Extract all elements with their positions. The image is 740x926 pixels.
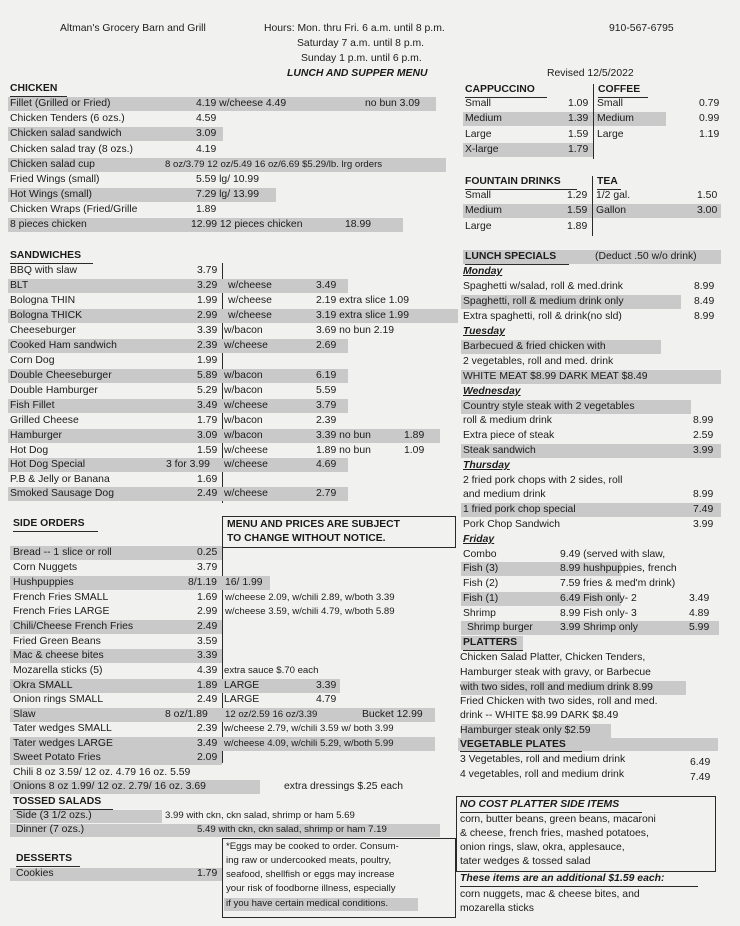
- price: 3.99: [693, 445, 714, 456]
- menu-item: Tater wedges LARGE: [13, 738, 113, 749]
- price: 1.69: [197, 474, 218, 485]
- price: 3.59: [197, 636, 218, 647]
- day-friday: Friday: [463, 534, 495, 545]
- warning-line: ing raw or undercooked meats, poultry,: [226, 855, 392, 866]
- vegetable-plates-heading: VEGETABLE PLATES: [460, 739, 566, 750]
- price: 2.69: [316, 340, 337, 351]
- menu-item: BBQ with slaw: [10, 265, 77, 276]
- menu-item: Medium: [465, 205, 502, 216]
- day-wednesday: Wednesday: [463, 386, 521, 397]
- menu-item: Fish (3): [463, 563, 499, 574]
- price: 8 oz/1.89: [165, 709, 208, 720]
- menu-item: Dinner (7 ozs.): [16, 824, 85, 835]
- phone-number: 910-567-6795: [609, 23, 674, 34]
- additional-line: mozarella sticks: [460, 903, 534, 914]
- menu-item: Chicken Wraps (Fried/Grille: [10, 204, 138, 215]
- platter-line: drink -- WHITE $8.99 DARK $8.49: [460, 710, 619, 721]
- heading-underline: [463, 650, 523, 651]
- heading-underline: [460, 751, 582, 752]
- price: 1.09: [568, 98, 589, 109]
- price: 0.79: [699, 98, 720, 109]
- sandwiches-heading: SANDWICHES: [10, 250, 82, 261]
- price: 1.79: [568, 144, 589, 155]
- price: 5.89: [197, 370, 218, 381]
- menu-item: roll & medium drink: [463, 415, 552, 426]
- menu-item: Cooked Ham sandwich: [10, 340, 117, 351]
- price: 3.39: [197, 650, 218, 661]
- price: 3 for 3.99: [166, 459, 210, 470]
- revised-date: Revised 12/5/2022: [547, 68, 634, 79]
- price: 8.99 hushpuppies, french: [560, 563, 677, 574]
- price: 7.49: [690, 772, 711, 783]
- side-orders-heading: SIDE ORDERS: [13, 518, 85, 529]
- price: 3.49: [197, 400, 218, 411]
- option: w/bacon: [224, 325, 263, 336]
- side-items-line: & cheese, french fries, mashed potatoes,: [460, 828, 649, 839]
- warning-line: *Eggs may be cooked to order. Consum-: [226, 841, 399, 852]
- menu-item: Tater wedges SMALL: [13, 723, 112, 734]
- option: w/cheese: [224, 340, 268, 351]
- price: 3.29: [197, 280, 218, 291]
- price: 1.89: [196, 204, 217, 215]
- option: w/cheese: [228, 280, 272, 291]
- price: 1.89 no bun: [316, 445, 371, 456]
- menu-item: Onion rings SMALL: [13, 694, 104, 705]
- price: 2.09: [197, 752, 218, 763]
- price: 0.25: [197, 547, 218, 558]
- menu-item: Small: [465, 190, 491, 201]
- menu-item: Shrimp: [463, 608, 496, 619]
- price: 2.19 extra slice 1.09: [316, 295, 409, 306]
- warning-line: if you have certain medical conditions.: [226, 898, 389, 909]
- menu-item: Hamburger: [10, 430, 62, 441]
- price: 18.99: [345, 219, 372, 230]
- menu-item: Chicken salad cup: [10, 159, 95, 170]
- price: 3.39: [197, 325, 218, 336]
- price: 1.39: [568, 113, 589, 124]
- price: 7.49: [693, 504, 714, 515]
- price: 3.99: [693, 519, 714, 530]
- menu-item: Chili/Cheese French Fries: [13, 621, 134, 632]
- option: w/bacon: [224, 385, 263, 396]
- menu-item: Bologna THICK: [10, 310, 83, 321]
- price: 1.59: [567, 205, 588, 216]
- option: w/cheese 2.79, w/chili 3.59 w/ both 3.99: [224, 723, 394, 734]
- heading-underline: [465, 264, 569, 265]
- menu-item: Bread -- 1 slice or roll: [13, 547, 112, 558]
- menu-item: BLT: [10, 280, 29, 291]
- menu-item: Grilled Cheese: [10, 415, 79, 426]
- tea-heading: TEA: [597, 176, 618, 187]
- option: w/cheese 2.09, w/chili 2.89, w/both 3.39: [225, 592, 395, 603]
- menu-item: Spaghetti, roll & medium drink only: [463, 296, 624, 307]
- menu-item: Fillet (Grilled or Fried): [10, 98, 111, 109]
- price: 2.99: [197, 606, 218, 617]
- menu-item: Medium: [465, 113, 502, 124]
- price: 3.99 Shrimp only: [560, 622, 638, 633]
- menu-item: 2 fried pork chops with 2 sides, roll: [463, 475, 623, 486]
- heading-underline: [13, 531, 98, 532]
- menu-item: Fried Green Beans: [13, 636, 101, 647]
- price: 4.19: [196, 144, 217, 155]
- warning-line: seafood, shellfish or eggs may increase: [226, 869, 395, 880]
- warning-line: your risk of foodborne illness, especially: [226, 883, 396, 894]
- price: 4.59: [196, 113, 217, 124]
- menu-item: Steak sandwich: [463, 445, 536, 456]
- price: 3.79: [197, 265, 218, 276]
- menu-item: 1/2 gal.: [596, 190, 631, 201]
- menu-item: Barbecued & fried chicken with: [463, 341, 606, 352]
- price: 3.09: [197, 430, 218, 441]
- additional-line: corn nuggets, mac & cheese bites, and: [460, 889, 640, 900]
- price: 3.49: [316, 280, 337, 291]
- menu-item: Bologna THIN: [10, 295, 76, 306]
- price: 4.19 w/cheese 4.49: [196, 98, 287, 109]
- menu-item: Double Cheeseburger: [10, 370, 112, 381]
- price: 3.19 extra slice 1.99: [316, 310, 409, 321]
- chicken-heading: CHICKEN: [10, 83, 58, 94]
- menu-item: Fried Wings (small): [10, 174, 100, 185]
- row-highlight: [8, 399, 348, 413]
- price: 8.99: [693, 415, 714, 426]
- menu-item: Extra spaghetti, roll & drink(no sld): [463, 311, 622, 322]
- business-name: Altman's Grocery Barn and Grill: [60, 23, 206, 34]
- menu-item: Fish (1): [463, 593, 499, 604]
- price: 1.19: [699, 129, 720, 140]
- price: 0.99: [699, 113, 720, 124]
- price: 5.59 lg/ 10.99: [196, 174, 259, 185]
- platter-line: Hamburger steak with gravy, or Barbecue: [460, 667, 651, 678]
- menu-item: X-large: [465, 144, 499, 155]
- option: w/cheese 3.59, w/chili 4.79, w/both 5.89: [225, 606, 395, 617]
- price: 1.79: [197, 868, 218, 879]
- menu-item: Small: [465, 98, 491, 109]
- no-cost-heading: NO COST PLATTER SIDE ITEMS: [460, 799, 620, 810]
- lunch-specials-heading: LUNCH SPECIALS: [465, 251, 557, 262]
- price: 6.49 Fish only- 2: [560, 593, 637, 604]
- price: 3.00: [697, 205, 718, 216]
- price: 4.79: [316, 694, 337, 705]
- price: 1.89: [197, 680, 218, 691]
- menu-item: P.B & Jelly or Banana: [10, 474, 110, 485]
- price: 4.39: [197, 665, 218, 676]
- price: 5.49 with ckn, ckn salad, shrimp or ham 7.19: [197, 824, 387, 835]
- price: 6.49: [690, 757, 711, 768]
- option: w/cheese: [224, 400, 268, 411]
- heading-underline: [460, 812, 642, 813]
- price: 1.59: [568, 129, 589, 140]
- price: 4.89: [689, 608, 710, 619]
- menu-item: Hot Dog: [10, 445, 49, 456]
- specials-note: (Deduct .50 w/o drink): [595, 251, 697, 262]
- menu-item: Side (3 1/2 ozs.): [16, 810, 92, 821]
- menu-item: Gallon: [596, 205, 627, 216]
- menu-item: French Fries SMALL: [13, 592, 109, 603]
- price: 2.39: [316, 415, 337, 426]
- price: 5.29: [197, 385, 218, 396]
- price: 1.99: [197, 295, 218, 306]
- option: extra sauce $.70 each: [224, 665, 319, 676]
- notice-line: TO CHANGE WITHOUT NOTICE.: [227, 533, 386, 544]
- price: 8.49: [694, 296, 715, 307]
- price: 3.39 no bun: [316, 430, 371, 441]
- price: 8.99: [693, 489, 714, 500]
- price: 16/ 1.99: [225, 577, 263, 588]
- menu-item: Slaw: [13, 709, 36, 720]
- menu-item: 8 pieces chicken: [10, 219, 87, 230]
- menu-item: Large: [597, 129, 624, 140]
- menu-item: Pork Chop Sandwich: [463, 519, 561, 530]
- option: w/bacon: [224, 430, 263, 441]
- price: 6.19: [316, 370, 337, 381]
- menu-item: Okra SMALL: [13, 680, 73, 691]
- menu-item: Small: [597, 98, 623, 109]
- menu-item: Chicken salad sandwich: [10, 128, 122, 139]
- row-highlight: [8, 279, 348, 293]
- heading-underline: [16, 866, 80, 867]
- price: 1.69: [197, 592, 218, 603]
- menu-item: Sweet Potato Fries: [13, 752, 101, 763]
- salads-heading: TOSSED SALADS: [13, 796, 102, 807]
- fountain-drinks-heading: FOUNTAIN DRINKS: [465, 176, 561, 187]
- menu-item: Corn Dog: [10, 355, 55, 366]
- price: 3.49: [197, 738, 218, 749]
- option: w/bacon: [224, 415, 263, 426]
- hours-saturday: Saturday 7 a.m. until 8 p.m.: [297, 38, 425, 49]
- price: 3.79: [197, 562, 218, 573]
- menu-item: Fish (2): [463, 578, 499, 589]
- price: 2.59: [693, 430, 714, 441]
- heading-underline: [460, 886, 698, 887]
- price: 8 oz/3.79 12 oz/5.49 16 oz/6.69 $5.29/lb. lrg orders: [165, 159, 383, 170]
- menu-item: French Fries LARGE: [13, 606, 110, 617]
- menu-item: Double Hamburger: [10, 385, 98, 396]
- price: 2.49: [197, 488, 218, 499]
- price: 3.99 with ckn, ckn salad, shrimp or ham 5.69: [165, 810, 355, 821]
- menu-item: Hot Wings (small): [10, 189, 92, 200]
- price: 1.89: [567, 221, 588, 232]
- platters-heading: PLATTERS: [463, 637, 518, 648]
- day-thursday: Thursday: [463, 460, 510, 471]
- price: 3.09: [196, 128, 217, 139]
- option: w/bacon: [224, 370, 263, 381]
- price: 8/1.19: [188, 577, 217, 588]
- price: 2.39: [197, 723, 218, 734]
- price: 5.99: [689, 622, 710, 633]
- menu-item: Medium: [597, 113, 634, 124]
- note: extra dressings $.25 each: [284, 781, 403, 792]
- platter-line: Hamburger steak only $2.59: [460, 725, 591, 736]
- menu-item: 1 fried pork chop special: [463, 504, 576, 515]
- menu-item: Cheeseburger: [10, 325, 76, 336]
- hours-weekday: Hours: Mon. thru Fri. 6 a.m. until 8 p.m.: [264, 23, 445, 34]
- day-monday: Monday: [463, 266, 503, 277]
- price: 12.99 12 pieces chicken: [191, 219, 303, 230]
- price: 8.99 Fish only- 3: [560, 608, 637, 619]
- menu-item: Combo: [463, 549, 497, 560]
- price: 7.59 fries & med'm drink): [560, 578, 676, 589]
- option: w/cheese: [224, 459, 268, 470]
- menu-item: Spaghetti w/salad, roll & med.drink: [463, 281, 623, 292]
- platter-line: Chicken Salad Platter, Chicken Tenders,: [460, 652, 646, 663]
- menu-item: Hushpuppies: [13, 577, 74, 588]
- price: Bucket 12.99: [362, 709, 423, 720]
- option: w/cheese: [228, 310, 272, 321]
- price: 1.59: [197, 445, 218, 456]
- menu-item: Chili 8 oz 3.59/ 12 oz. 4.79 16 oz. 5.59: [13, 767, 191, 778]
- menu-item: Large: [465, 221, 492, 232]
- price: 2.39: [197, 340, 218, 351]
- desserts-heading: DESSERTS: [16, 853, 73, 864]
- menu-item: Onions 8 oz 1.99/ 12 oz. 2.79/ 16 oz. 3.69: [13, 781, 206, 792]
- menu-item: Mozarella sticks (5): [13, 665, 103, 676]
- option: LARGE: [224, 680, 260, 691]
- option: w/cheese: [224, 488, 268, 499]
- price: 12 oz/2.59 16 oz/3.39: [225, 709, 318, 720]
- heading-underline: [10, 263, 93, 264]
- price: 8.99: [694, 311, 715, 322]
- side-items-line: corn, butter beans, green beans, macaroni: [460, 814, 656, 825]
- price: 3.69 no bun 2.19: [316, 325, 395, 336]
- menu-item: Fish Fillet: [10, 400, 55, 411]
- price: 1.89: [404, 430, 425, 441]
- option: w/cheese: [224, 445, 268, 456]
- menu-item: Chicken salad tray (8 ozs.): [10, 144, 134, 155]
- menu-item: Shrimp burger: [467, 622, 533, 633]
- option: w/cheese: [228, 295, 272, 306]
- menu-item: and medium drink: [463, 489, 546, 500]
- price: 3.39: [316, 680, 337, 691]
- menu-item: Cookies: [16, 868, 54, 879]
- menu-item: Mac & cheese bites: [13, 650, 104, 661]
- cappuccino-heading: CAPPUCCINO: [465, 84, 535, 95]
- menu-item: Hot Dog Special: [10, 459, 86, 470]
- option: LARGE: [224, 694, 260, 705]
- side-items-line: tater wedges & tossed salad: [460, 856, 591, 867]
- price: no bun 3.09: [365, 98, 420, 109]
- menu-item: Chicken Tenders (6 ozs.): [10, 113, 125, 124]
- menu-item: 2 vegetables, roll and med. drink: [463, 356, 614, 367]
- option: w/cheese 4.09, w/chili 5.29, w/both 5.99: [224, 738, 394, 749]
- platter-line: Fried Chicken with two sides, roll and med.: [460, 696, 658, 707]
- price: 3.49: [689, 593, 710, 604]
- menu-item: WHITE MEAT $8.99 DARK MEAT $8.49: [463, 371, 648, 382]
- platter-line: with two sides, roll and medium drink 8.99: [460, 682, 653, 693]
- price: 1.09: [404, 445, 425, 456]
- day-tuesday: Tuesday: [463, 326, 505, 337]
- price: 2.99: [197, 310, 218, 321]
- price: 2.79: [316, 488, 337, 499]
- side-items-line: onion rings, slaw, okra, applesauce,: [460, 842, 625, 853]
- price: 4.69: [316, 459, 337, 470]
- price: 5.59: [316, 385, 337, 396]
- menu-item: Country style steak with 2 vegetables: [463, 401, 635, 412]
- coffee-heading: COFFEE: [598, 84, 641, 95]
- price: 2.49: [197, 694, 218, 705]
- hours-sunday: Sunday 1 p.m. until 6 p.m.: [301, 53, 422, 64]
- price: 8.99: [694, 281, 715, 292]
- price: 1.50: [697, 190, 718, 201]
- menu-item: Extra piece of steak: [463, 430, 555, 441]
- additional-heading: These items are an additional $1.59 each:: [460, 873, 665, 884]
- price: 1.99: [197, 355, 218, 366]
- menu-item: Corn Nuggets: [13, 562, 78, 573]
- price: 7.29 lg/ 13.99: [196, 189, 259, 200]
- price: 3.79: [316, 400, 337, 411]
- price: 1.79: [197, 415, 218, 426]
- price: 9.49 (served with slaw,: [560, 549, 666, 560]
- price: 1.29: [567, 190, 588, 201]
- notice-line: MENU AND PRICES ARE SUBJECT: [227, 519, 401, 530]
- menu-item: 3 Vegetables, roll and medium drink: [460, 754, 626, 765]
- menu-title: LUNCH AND SUPPER MENU: [287, 68, 428, 79]
- menu-item: Large: [465, 129, 492, 140]
- price: 2.49: [197, 621, 218, 632]
- menu-item: 4 vegetables, roll and medium drink: [460, 769, 625, 780]
- menu-item: Smoked Sausage Dog: [10, 488, 114, 499]
